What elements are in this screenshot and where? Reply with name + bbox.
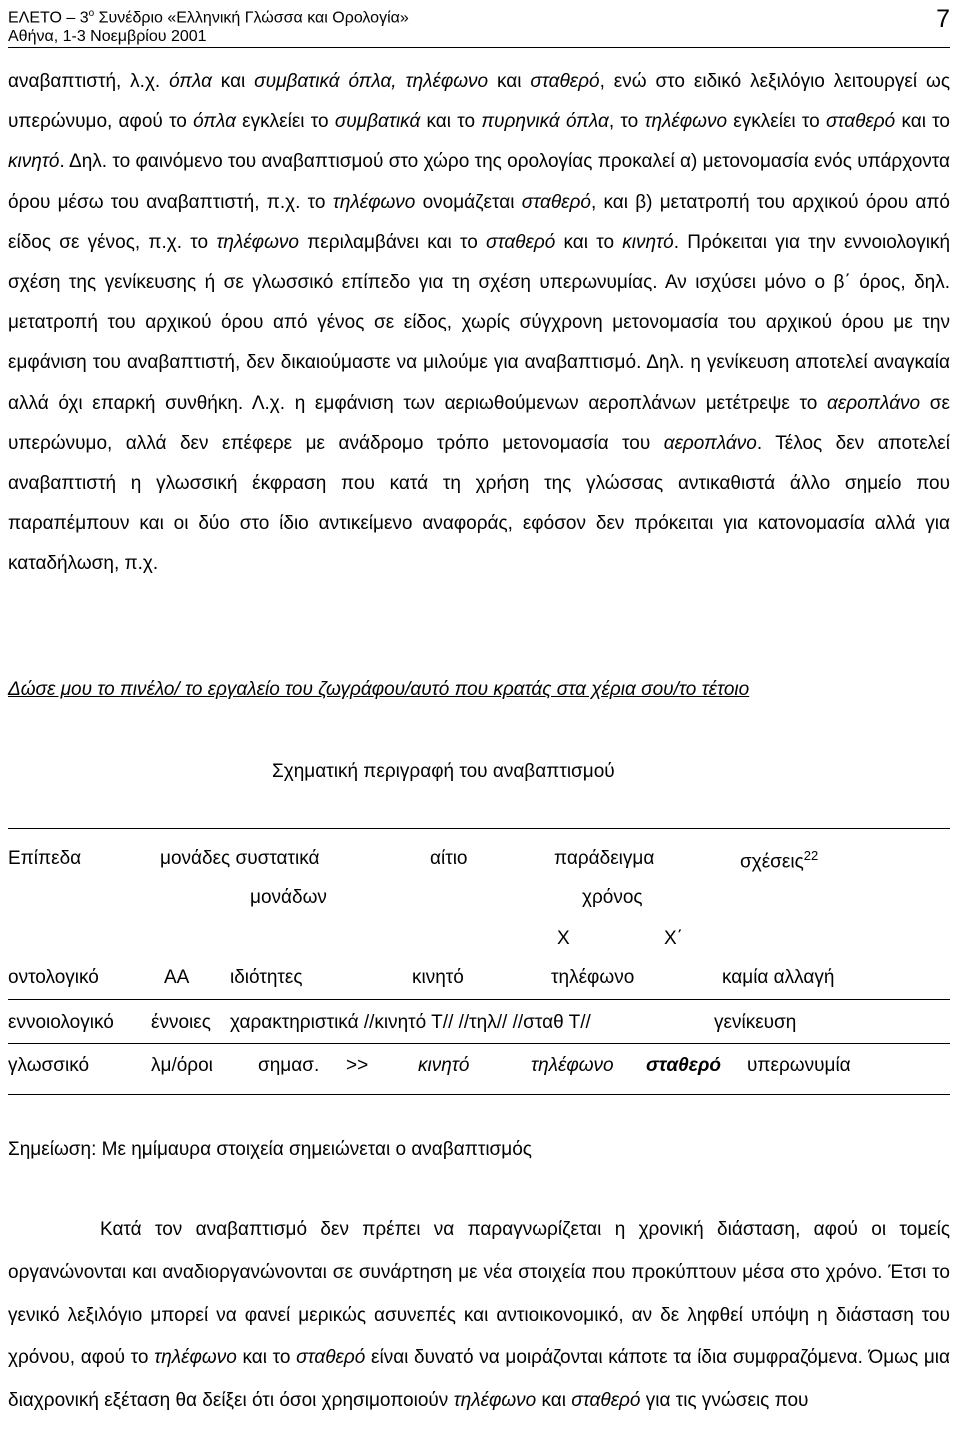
header-x: Χ	[557, 928, 570, 949]
table-bottom-rule	[8, 1094, 950, 1095]
paragraph-1	[8, 62, 950, 585]
text-run: και	[488, 71, 531, 92]
row3-arrow: >>	[346, 1055, 369, 1076]
text-run: . Δηλ. το φαινόμενο του αναβαπτισμού στο χώρο της ορολογίας προκαλεί α) μετονομασία ενός υπάρχοντα όρου μέσω του αναβαπτιστή, π.χ. το	[8, 151, 950, 213]
text-run: Κατά τον αναβαπτισμό δεν πρέπει να παραγνωρίζεται η χρονική διάσταση, αφού οι τομείς οργανώνονται και αναδιοργανώνονται σε συνάρτηση με νέα στοιχεία που προκύπτουν μέσα στο χρόνο. Έτσι το γενικό λεξιλόγιο μπορεί να φανεί μερικώς ασυνεπές και αντιοικονομικό, αν δε ληφθεί υπόψη η διάσταση του χρόνου, αφού το	[8, 1219, 950, 1369]
header-epipeda: Επίπεδα	[8, 848, 82, 869]
text-run: σε υπερώνυμο, αλλά δεν επέφερε με ανάδρομο τρόπο μετονομασία του	[8, 392, 950, 454]
header-monadon: μονάδων	[250, 887, 327, 908]
text-run: , ενώ στο ειδικό λεξιλόγιο λειτουργεί ως υπερώνυμο, αφού το	[8, 71, 951, 133]
row2-level: εννοιολογικό	[8, 1012, 114, 1033]
italic-term: σταθερό	[571, 1390, 641, 1412]
italic-term: τηλέφωνο	[216, 231, 299, 253]
header-aitio: αίτιο	[430, 848, 468, 869]
text-run: για τις γνώσεις που	[640, 1390, 809, 1412]
page-number: 7	[936, 5, 950, 33]
text-run: ονομάζεται	[415, 191, 522, 213]
header-monades: μονάδες συστατικά	[160, 848, 320, 869]
italic-term: αεροπλάνο	[827, 392, 921, 414]
italic-term: τηλέφωνο	[154, 1347, 237, 1369]
italic-term: σταθερό	[296, 1347, 366, 1369]
italic-term: όπλα	[193, 111, 236, 133]
row2-relation: γενίκευση	[714, 1012, 797, 1033]
conference-header	[8, 4, 409, 46]
text-run: εγκλείει το	[727, 111, 826, 133]
italic-term: όπλα	[169, 71, 212, 92]
row1-example: τηλέφωνο	[551, 967, 635, 988]
row2-units: έννοιες	[151, 1012, 211, 1033]
row3-units: λμ/όροι	[151, 1055, 213, 1076]
italic-term: πυρηνικά όπλα	[481, 111, 609, 133]
row3-meaning: σημασ.	[258, 1055, 320, 1076]
row3-relation: υπερωνυμία	[747, 1055, 851, 1076]
text-run: και το	[555, 231, 623, 253]
header-x-prime: Χ΄	[664, 928, 683, 949]
text-run: και	[536, 1390, 572, 1412]
note: Σημείωση: Με ημίμαυρα στοιχεία σημειώνεται ο αναβαπτισμός	[8, 1139, 532, 1160]
header-line-2: Αθήνα, 1-3 Νοεμβρίου 2001	[8, 28, 207, 46]
row1-components: ιδιότητες	[230, 967, 303, 988]
italic-term: συμβατικά	[334, 111, 421, 133]
text-run: περιλαμβάνει και το	[298, 231, 487, 253]
italic-term: τηλέφωνο	[644, 111, 728, 133]
italic-term: κινητό	[622, 231, 674, 253]
text-run: εγκλείει το	[235, 111, 335, 133]
row3-level: γλωσσικό	[8, 1055, 90, 1076]
header-line-1: ΕΛΕΤΟ – $3^o$ Συνέδριο «Ελληνική Γλώσσα και Ορολογία»	[8, 8, 409, 27]
paragraph-3	[8, 1209, 950, 1423]
italic-term: συμβατικά όπλα, τηλέφωνο	[254, 71, 489, 92]
header-sxeseis: σχέσεις$^{22}$	[740, 848, 819, 873]
row3-cause: κινητό	[418, 1055, 470, 1076]
row2-components: χαρακτηριστικά //κινητό Τ// //τηλ// //σταθ Τ//	[230, 1012, 591, 1033]
table-rule-3	[8, 1043, 950, 1044]
italic-term: σταθερό	[486, 231, 556, 253]
italic-term: τηλέφωνο	[453, 1390, 537, 1412]
row1-relation: καμία αλλαγή	[722, 967, 835, 988]
italic-term: σταθερό	[530, 71, 600, 92]
text-run: . Πρόκειται για την εννοιολογική σχέση της γενίκευσης ή σε γλωσσικό επίπεδο για τη σχέση υπερωνυμίας. Αν ισχύσει μόνο ο β΄ όρος, δηλ. μετατροπή του αρχικού όρου από γένος σε είδος, χωρίς σύγχρονη μετονομασία του αρχικού όρου με την εμφάνιση του αναβαπτιστή, δεν δικαιούμαστε να μιλούμε για αναβαπτισμό. Δηλ. η γενίκευση αποτελεί αναγκαία αλλά όχι επαρκή συνθήκη. Λ.χ. η εμφάνιση των αεριωθούμενων αεροπλάνων μετέτρεψε το	[8, 231, 951, 414]
text-run: και το	[895, 111, 950, 133]
text-run: αναβαπτιστή, λ.χ.	[8, 71, 170, 92]
italic-term: σταθερό	[521, 191, 591, 213]
row1-level: οντολογικό	[8, 967, 99, 988]
header-paradeigma: παράδειγμα	[554, 848, 655, 869]
text-run: και	[211, 71, 255, 92]
table-rule-2	[8, 999, 950, 1000]
italic-term: τηλέφωνο	[332, 191, 416, 213]
row3-example-new: σταθερό	[646, 1055, 721, 1076]
row1-cause: κινητό	[412, 967, 464, 988]
italic-term: σταθερό	[825, 111, 896, 133]
header-xronos: χρόνος	[582, 887, 643, 908]
example-quote: Δώσε μου το πινέλο/ το εργαλείο του ζωγράφου/αυτό που κρατάς στα χέρια σου/το τέτοιο	[8, 679, 750, 700]
italic-term: κινητό	[8, 151, 60, 173]
italic-term: αεροπλάνο	[663, 432, 757, 454]
text-run: , το	[608, 111, 645, 133]
schema-title: Σχηματική περιγραφή του αναβαπτισμού	[272, 761, 615, 782]
text-run: είναι δυνατό να μοιράζονται κάποτε τα ίδια συμφραζόμενα. Όμως μια διαχρονική εξέταση θα δείξει ότι όσοι χρησιμοποιούν	[8, 1347, 950, 1412]
text-run: , και β) μετατροπή του αρχικού όρου από είδος σε γένος, π.χ. το	[8, 191, 950, 253]
table-top-rule	[8, 828, 950, 829]
text-run: και το	[420, 111, 482, 133]
row3-example-old: τηλέφωνο	[531, 1055, 614, 1076]
text-run: και το	[236, 1347, 297, 1369]
text-run: . Τέλος δεν αποτελεί αναβαπτιστή η γλωσσική έκφραση που κατά τη χρήση της γλώσσας αντικαθιστά άλλο σημείο που παραπέμπουν και οι δύο στο ίδιο αντικείμενο αναφοράς, εφόσον δεν πρόκειται για κατονομασία αλλά για καταδήλωση, π.χ.	[8, 432, 950, 575]
header-rule	[8, 47, 950, 48]
row1-units: ΑΑ	[164, 967, 190, 988]
